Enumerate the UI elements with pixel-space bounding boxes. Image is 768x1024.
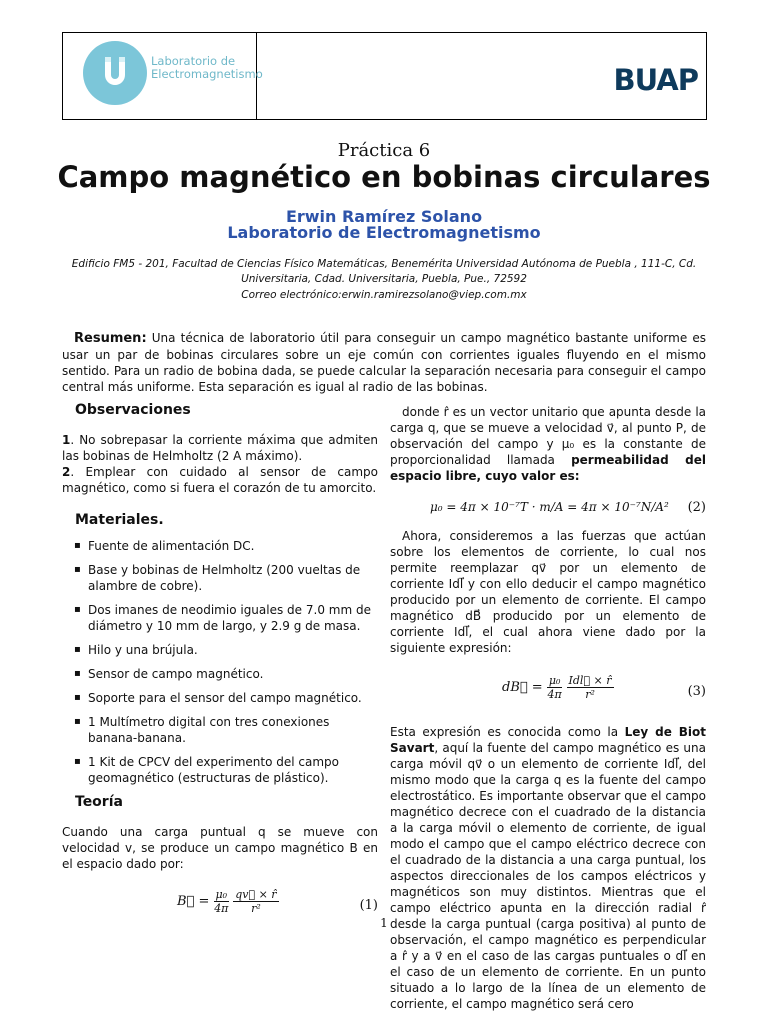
equation-3 bbox=[390, 666, 706, 716]
eq1-num: qv⃗ × r̂ bbox=[235, 888, 277, 901]
teoria-text: Cuando una carga puntual q se mueve con velocidad v, se produce un campo magnético B en el espacio dado por: bbox=[62, 825, 378, 871]
eq1-coef bbox=[214, 888, 230, 915]
page-number: 1 bbox=[380, 916, 388, 930]
lab-logo-text bbox=[151, 55, 263, 81]
paragraph-1-bold: permeabilidad del espacio libre, cuyo valor es: bbox=[390, 453, 706, 483]
eq1-coef-num: μ₀ bbox=[215, 888, 228, 901]
paragraph-2: Ahora, consideremos a las fuerzas que actúan sobre los elementos de corriente, lo cual nos permite reemplazar qv⃗ por un elemento de corriente Idl⃗ y con ello deducir el campo magnético producido por un elemento de corriente. El campo magnético dB⃗ producido por un elemento de corriente Idl⃗, el cual ahora viene dado por la siguiente expresión: bbox=[390, 529, 706, 655]
observaciones-heading: Observaciones bbox=[75, 402, 191, 418]
abstract-label: Resumen: bbox=[74, 331, 147, 346]
materials-list bbox=[62, 538, 378, 786]
eq1-body bbox=[177, 888, 279, 915]
buap-logo: BUAP bbox=[613, 63, 698, 97]
obs-1-num: 1 bbox=[62, 433, 71, 447]
affiliation-line-1: Edificio FM5 - 201, Facultad de Ciencias Físico Matemáticas, Benemérita Universidad Autónoma de Puebla , 111-C, Cd. bbox=[71, 258, 697, 270]
eq3-den: r² bbox=[585, 688, 595, 701]
eq3-lhs: dB⃗ = bbox=[502, 680, 543, 695]
logo-line-1: Laboratorio de bbox=[151, 54, 236, 68]
page-title: Campo magnético en bobinas circulares bbox=[57, 160, 711, 194]
eq1-den: r² bbox=[251, 902, 261, 915]
abstract bbox=[62, 330, 706, 395]
author-name: Erwin Ramírez Solano bbox=[285, 207, 483, 226]
list-item: ▪ Base y bobinas de Helmholtz (200 vueltas de alambre de cobre). bbox=[62, 562, 378, 594]
observation-1 bbox=[62, 432, 378, 464]
eq3-coef bbox=[547, 674, 563, 701]
list-item: ▪ Hilo y una brújula. bbox=[62, 642, 378, 658]
header-box bbox=[62, 32, 707, 120]
practice-number: Práctica 6 bbox=[337, 140, 431, 161]
teoria-heading: Teoría bbox=[75, 794, 123, 810]
eq1-frac bbox=[233, 888, 278, 915]
obs-2-num: 2 bbox=[62, 465, 71, 479]
abstract-text: Una técnica de laboratorio útil para conseguir un campo magnético bastante uniforme es usar un par de bobinas circulares sobre un eje común con corrientes iguales fluyendo en el mismo sentido. Para un radio de bobina dada, se puede calcular la separación necesaria para conseguir el campo central más uniforme. Esta separación es igual al radio de las bobinas. bbox=[62, 331, 706, 394]
paragraph-3 bbox=[390, 724, 706, 1012]
list-item: ▪ Dos imanes de neodimio iguales de 7.0 mm de diámetro y 10 mm de largo, y 2.9 g de masa. bbox=[62, 602, 378, 634]
list-item: ▪ 1 Multímetro digital con tres conexiones banana-banana. bbox=[62, 714, 378, 746]
eq3-coef-num: μ₀ bbox=[548, 674, 561, 687]
email: Correo electrónico:erwin.ramirezsolano@viep.com.mx bbox=[241, 289, 527, 301]
list-item: ▪ 1 Kit de CPCV del experimento del campo geomagnético (estructuras de plástico). bbox=[62, 754, 378, 786]
eq2-body: μ₀ = 4π × 10⁻⁷T · m/A = 4π × 10⁻⁷N/A² bbox=[430, 500, 669, 514]
list-item: ▪ Fuente de alimentación DC. bbox=[62, 538, 378, 554]
left-column bbox=[62, 402, 378, 926]
obs-1-text: . No sobrepasar la corriente máxima que admiten las bobinas de Helmholtz (2 A máximo). bbox=[62, 433, 378, 463]
eq3-num: Idl⃗ × r̂ bbox=[568, 674, 612, 687]
paragraph-1-text: donde r̂ es un vector unitario que apunta desde la carga q, que se mueve a velocidad v⃗, al punto P, de observación del campo y μ₀ es la constante de proporcionalidad llamada bbox=[390, 405, 706, 467]
eq2-label: (2) bbox=[687, 500, 706, 515]
logo-line-2: Electromagnetismo bbox=[151, 67, 263, 81]
equation-2 bbox=[390, 492, 706, 528]
list-item: ▪ Sensor de campo magnético. bbox=[62, 666, 378, 682]
magnet-icon bbox=[83, 41, 147, 105]
obs-2-text: . Emplear con cuidado al sensor de campo magnético, como si fuera el corazón de tu amorcito. bbox=[62, 465, 378, 495]
paragraph-1 bbox=[390, 404, 706, 484]
list-item: ▪ Soporte para el sensor del campo magnético. bbox=[62, 690, 378, 706]
eq1-lhs: B⃗ = bbox=[177, 894, 210, 909]
observation-2 bbox=[62, 464, 378, 496]
affiliation-line-2: Universitaria, Cdad. Universitaria, Puebla, Pue., 72592 bbox=[241, 273, 527, 285]
lab-name: Laboratorio de Electromagnetismo bbox=[227, 223, 541, 242]
eq3-frac bbox=[567, 674, 614, 701]
paragraph-3-rest: , aquí la fuente del campo magnético es una carga móvil qv⃗ o un elemento de corriente Idl⃗, del mismo modo que la carga q es la fuente del campo electrostático. Es importante observar que el campo magnético decrece con el cuadrado de la distancia a la carga móvil o elemento de corriente, de igual modo el campo que el campo eléctrico decrece con el cuadrado de la distancia a una carga puntual, los aspectos direccionales de los campos eléctricos y magnéticos son muy distintos. Mientras que el campo eléctrico apunta en la dirección radial r̂ desde la carga puntual (carga positiva) al punto de observación, el campo magnético es perpendicular a r̂ y a v⃗ en el caso de las cargas puntuales o dl⃗ en el caso de un elemento de corriente. En un punto situado a lo largo de la línea de un elemento de corriente, el campo magnético será cero bbox=[390, 741, 706, 1011]
eq1-coef-den: 4π bbox=[214, 902, 229, 915]
eq3-coef-den: 4π bbox=[547, 688, 562, 701]
biot-savart-term: Ley de Biot Savart bbox=[390, 725, 706, 755]
paragraph-3-start: Esta expresión es conocida como la bbox=[390, 725, 619, 739]
eq3-label: (3) bbox=[687, 684, 706, 699]
materiales-heading: Materiales. bbox=[75, 512, 164, 528]
eq3-body bbox=[502, 674, 614, 701]
eq1-label: (1) bbox=[359, 898, 378, 913]
